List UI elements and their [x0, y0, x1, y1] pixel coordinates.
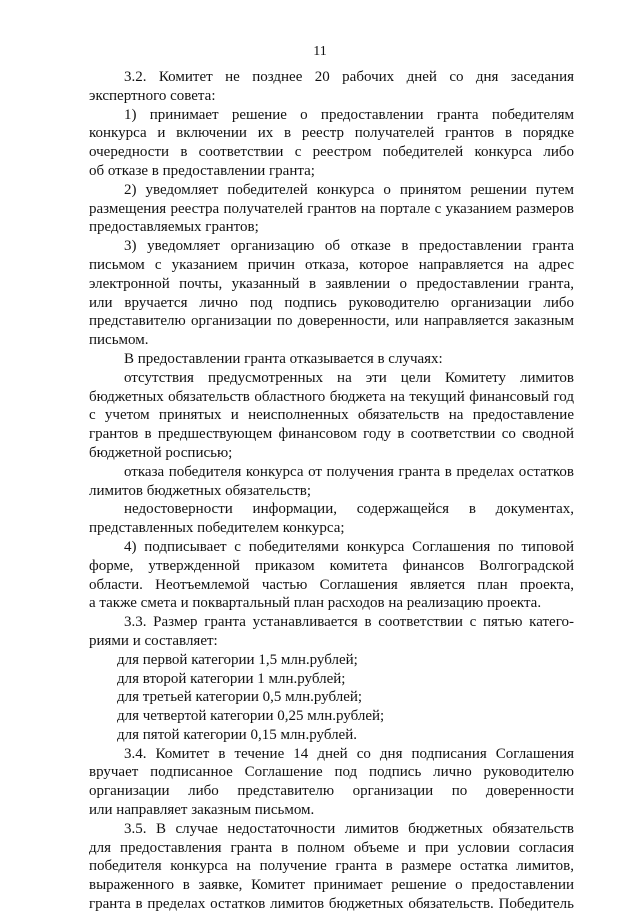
document-body: [89, 68, 574, 914]
item-2-line: 2) уведомляет победителей конкурса о принятом решении путем: [124, 181, 574, 198]
paragraph-3-4-line: или направляет заказным письмом.: [89, 802, 315, 819]
item-2-line: предоставляемых грантов;: [89, 219, 259, 236]
item-3-line: или вручается лично под подпись руководителю организации либо: [89, 294, 574, 311]
refusal-case-1-line: бюджетной росписью;: [89, 444, 233, 461]
category-line: для третьей категории 0,5 млн.рублей;: [117, 689, 363, 706]
refusal-intro-line: В предоставлении гранта отказывается в случаях:: [124, 350, 443, 367]
refusal-case-1-line: бюджетных обязательств областного бюджета на текущий финансовый год: [89, 388, 574, 405]
paragraph-3-5-line: выраженного в заявке, Комитет принимает решение о предоставлении: [89, 877, 574, 894]
paragraph-3-5-line: для предоставления гранта в полном объеме и при условии согласия: [89, 839, 574, 856]
paragraph-3-5-line: 3.5. В случае недостаточности лимитов бюджетных обязательств: [124, 820, 574, 837]
item-1-line: очередности в соответствии с реестром победителей конкурса либо: [89, 144, 574, 161]
refusal-case-1-line: отсутствия предусмотренных на эти цели Комитету лимитов: [124, 369, 574, 386]
item-3-line: представителю организации по доверенности, или направляется заказным: [89, 313, 574, 330]
item-4-line: области. Неотъемлемой частью Соглашения является план проекта,: [89, 576, 574, 593]
refusal-case-1-line: с учетом принятых и неисполненных обязательств на предоставление: [89, 407, 574, 424]
category-line: для первой категории 1,5 млн.рублей;: [117, 651, 358, 668]
item-2-line: размещения реестра получателей грантов на портале с указанием размеров: [89, 200, 574, 217]
item-4-line: 4) подписывает с победителями конкурса Соглашения по типовой: [124, 538, 574, 555]
paragraph-3-2-line: 3.2. Комитет не позднее 20 рабочих дней со дня заседания: [124, 69, 574, 85]
paragraph-3-3-line: риями и составляет:: [89, 632, 218, 649]
paragraph-3-5-line: победителя конкурса на получение гранта в размере остатка лимитов,: [89, 858, 574, 875]
category-line: для пятой категории 0,15 млн.рублей.: [117, 726, 357, 743]
item-1-line: конкурса и включении их в реестр получателей грантов в порядке: [89, 125, 574, 142]
paragraph-3-4-line: 3.4. Комитет в течение 14 дней со дня подписания Соглашения: [124, 745, 574, 762]
paragraph-3-4-line: вручает подписанное Соглашение под подпись лично руководителю: [89, 764, 574, 781]
category-line: для второй категории 1 млн.рублей;: [117, 670, 346, 687]
item-1-line: 1) принимает решение о предоставлении гранта победителям: [124, 106, 574, 123]
refusal-case-2-line: отказа победителя конкурса от получения гранта в пределах остатков: [124, 463, 574, 480]
item-3-line: письмом.: [89, 332, 149, 349]
paragraph-3-2-line: экспертного совета:: [89, 87, 216, 104]
item-1-line: об отказе в предоставлении гранта;: [89, 162, 315, 179]
item-4-line: а также смета и поквартальный план расходов на реализацию проекта.: [89, 595, 542, 612]
item-3-line: письмом с указанием причин отказа, которое направляется на адрес: [89, 256, 574, 273]
item-4-line: форме, утвержденной приказом комитета финансов Волгоградской: [89, 557, 574, 574]
paragraph-3-5-line: гранта в пределах остатков лимитов бюджетных обязательств. Победитель: [89, 896, 574, 913]
paragraph-3-3-line: 3.3. Размер гранта устанавливается в соответствии с пятью катего-: [124, 614, 574, 631]
category-line: для четвертой категории 0,25 млн.рублей;: [117, 708, 385, 725]
item-3-line: 3) уведомляет организацию об отказе в предоставлении гранта: [124, 238, 574, 255]
refusal-case-2-line: лимитов бюджетных обязательств;: [89, 482, 312, 499]
refusal-case-3-line: представленных победителем конкурса;: [89, 520, 345, 537]
page-number: 11: [313, 44, 327, 59]
item-3-line: электронной почты, указанный в заявлении о предоставлении гранта,: [89, 275, 574, 292]
refusal-case-3-line: недостоверности информации, содержащейся в документах,: [124, 501, 574, 518]
paragraph-3-4-line: организации либо представителю организации по доверенности: [89, 783, 574, 800]
refusal-case-1-line: грантов в предшествующем финансовом году в соответствии со сводной: [89, 426, 574, 443]
